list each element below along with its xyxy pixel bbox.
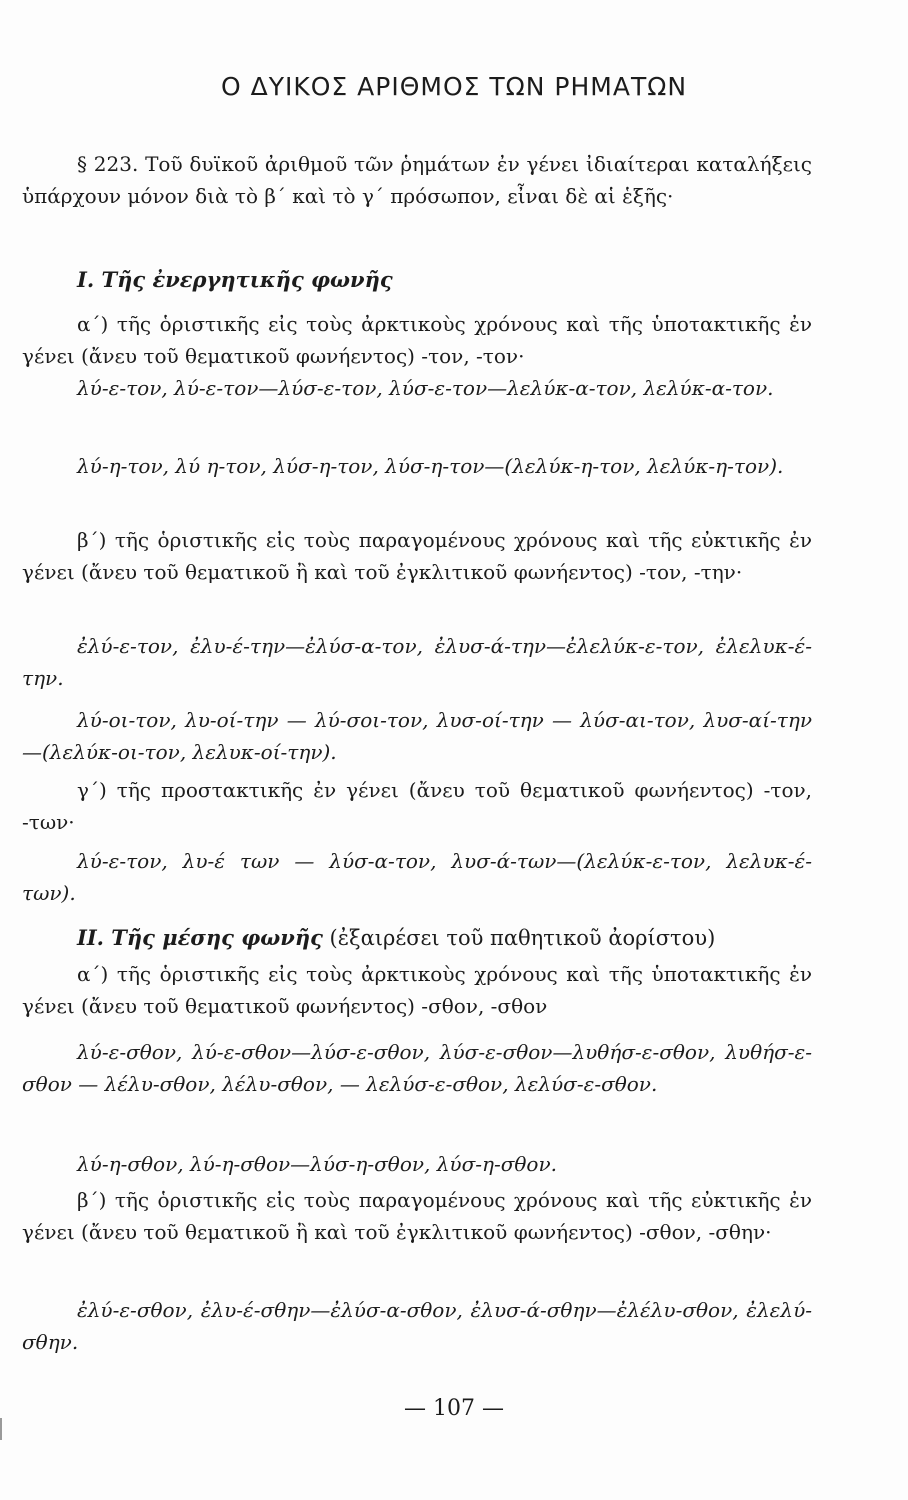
active-example-a2: λύ-η-τον, λύ η-τον, λύσ-η-τον, λύσ-η-τον—(λελύκ-η-τον, λελύκ-η-τον). (77, 454, 784, 478)
active-example-c1: λύ-ε-τον, λυ-έ των — λύσ-α-τον, λυσ-ά-των—(λελύκ-ε-τον, λελυκ-έ-των). (22, 849, 812, 905)
active-rule-b: β΄) τῆς ὁριστικῆς εἰς τοὺς παραγομένους χρόνους καὶ τῆς εὐκτικῆς ἐν γένει (ἄνευ τοῦ θεματικοῦ ἢ καὶ τοῦ ἐγκλιτικοῦ φωνήεντος) -τον, -την· (22, 528, 812, 584)
active-example-b2: λύ-οι-τον, λυ-οί-την — λύ-σοι-τον, λυσ-οί-την — λύσ-αι-τον, λυσ-αί-την—(λελύκ-οι-τον, λελυκ-οί-την). (22, 708, 812, 764)
middle-voice-heading-note: (ἐξαιρέσει τοῦ παθητικοῦ ἀορίστου) (322, 926, 716, 950)
active-example-b1: ἐλύ-ε-τον, ἐλυ-έ-την—ἐλύσ-α-τον, ἐλυσ-ά-την—ἐλελύκ-ε-τον, ἐλελυκ-έ-την. (22, 634, 812, 690)
section-heading-active-voice: I. Τῆς ἐνεργητικῆς φωνῆς (77, 267, 393, 292)
section-heading-middle-voice (77, 922, 715, 954)
middle-example-a2: λύ-η-σθον, λύ-η-σθον—λύσ-η-σθον, λύσ-η-σθον. (77, 1152, 557, 1176)
middle-rule-a: α΄) τῆς ὁριστικῆς εἰς τοὺς ἀρκτικοὺς χρόνους καὶ τῆς ὑποτακτικῆς ἐν γένει (ἄνευ τοῦ θεματικοῦ φωνήεντος) -σθον, -σθον (22, 962, 812, 1018)
page-title: Ο ΔΥΙΚΟΣ ΑΡΙΘΜΟΣ ΤΩΝ ΡΗΜΑΤΩΝ (220, 72, 688, 101)
middle-example-a1: λύ-ε-σθον, λύ-ε-σθον—λύσ-ε-σθον, λύσ-ε-σθον—λυθήσ-ε-σθον, λυθήσ-ε-σθον — λέλυ-σθον, λέλυ-σθον, — λελύσ-ε-σθον, λελύσ-ε-σθον. (22, 1040, 812, 1096)
scan-edge-mark (0, 1418, 2, 1440)
middle-voice-heading-main: II. Τῆς μέσης φωνῆς (77, 925, 323, 950)
page-number: — 107 — (404, 1396, 504, 1421)
middle-rule-b: β΄) τῆς ὁριστικῆς εἰς τοὺς παραγομένους χρόνους καὶ τῆς εὐκτικῆς ἐν γένει (ἄνευ τοῦ θεματικοῦ ἢ καὶ τοῦ ἐγκλιτικοῦ φωνήεντος) -σθον, -σθην· (22, 1188, 812, 1244)
middle-example-b1: ἐλύ-ε-σθον, ἐλυ-έ-σθην—ἐλύσ-α-σθον, ἐλυσ-ά-σθην—ἐλέλυ-σθον, ἐλελύ-σθην. (22, 1298, 812, 1354)
active-rule-a: α΄) τῆς ὁριστικῆς εἰς τοὺς ἀρκτικοὺς χρόνους καὶ τῆς ὑποτακτικῆς ἐν γένει (ἄνευ τοῦ θεματικοῦ φωνήεντος) -τον, -τον· (22, 312, 812, 368)
intro-paragraph: § 223. Τοῦ δυϊκοῦ ἀριθμοῦ τῶν ῥημάτων ἐν γένει ἰδιαίτεραι καταλήξεις ὑπάρχουν μόνον διὰ τὸ β΄ καὶ τὸ γ΄ πρόσωπον, εἶναι δὲ αἱ ἑξῆς· (22, 152, 812, 208)
active-example-a1: λύ-ε-τον, λύ-ε-τον—λύσ-ε-τον, λύσ-ε-τον—λελύκ-α-τον, λελύκ-α-τον. (77, 376, 774, 400)
active-rule-c: γ΄) τῆς προστακτικῆς ἐν γένει (ἄνευ τοῦ θεματικοῦ φωνήεντος) -τον, -των· (22, 778, 812, 834)
